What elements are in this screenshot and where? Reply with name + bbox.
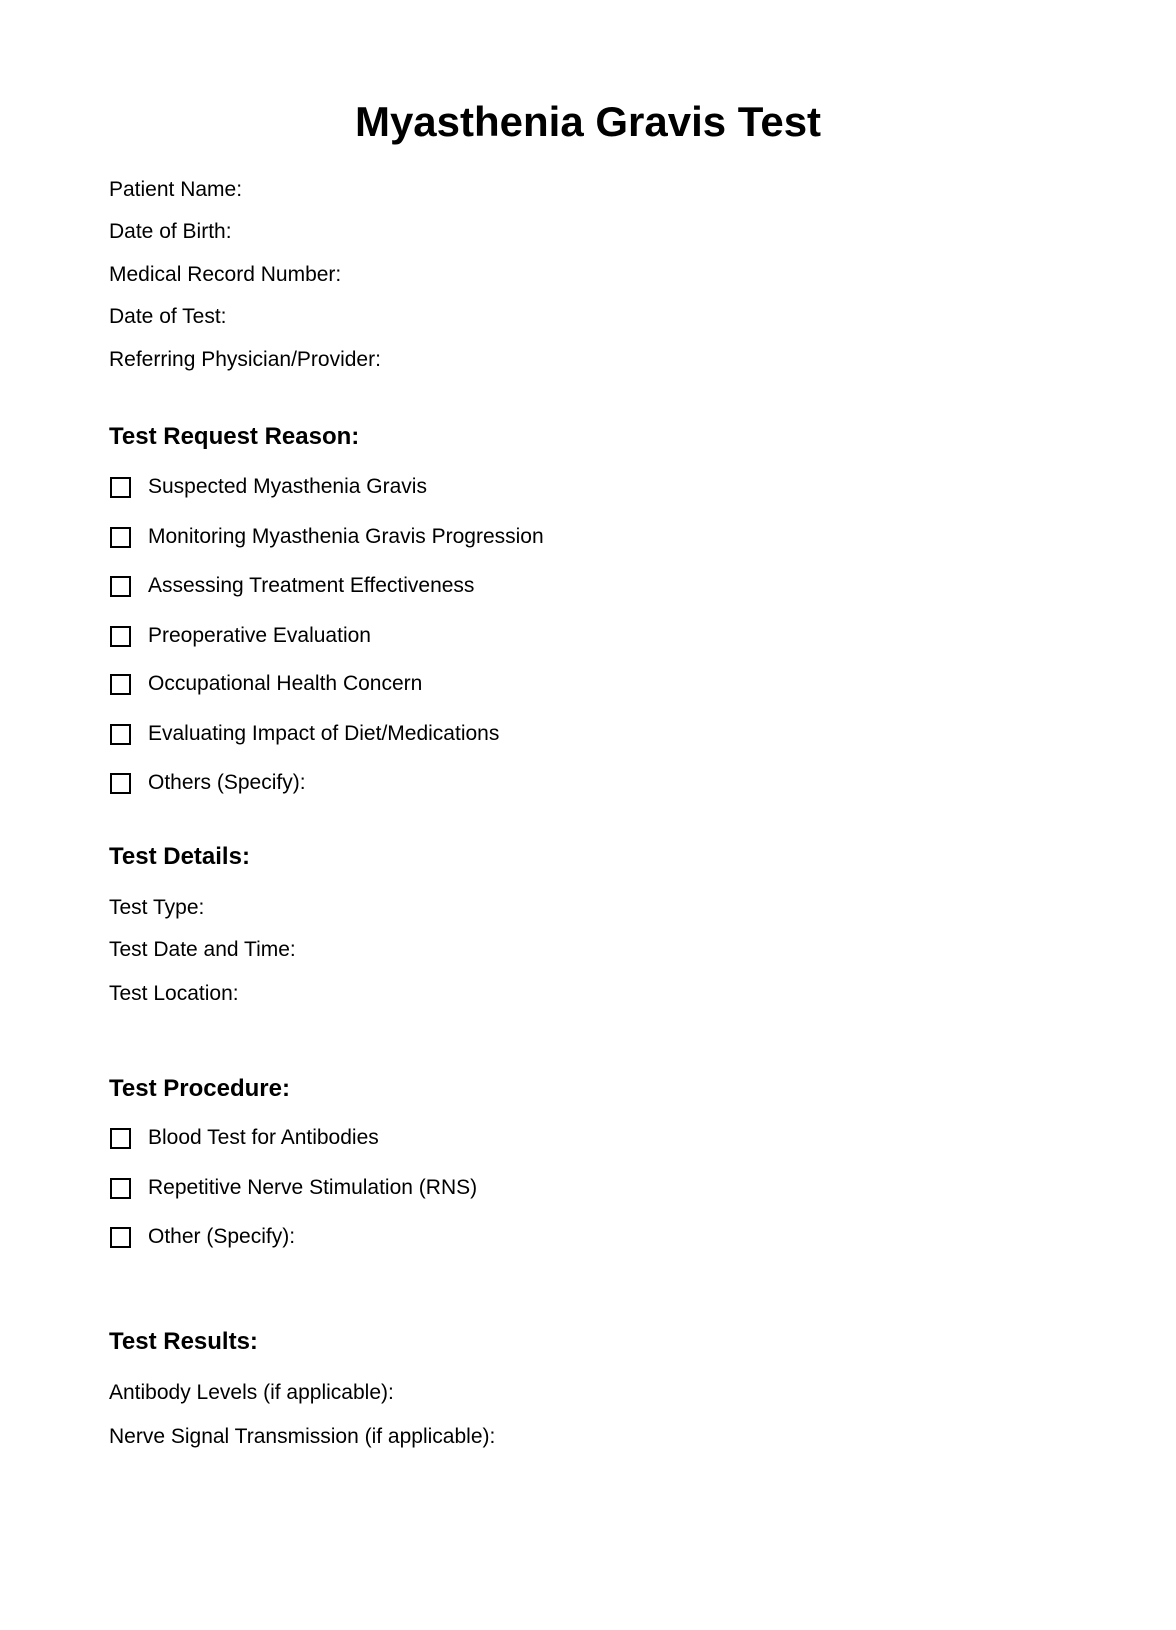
checkbox-label: Others (Specify): <box>148 771 306 794</box>
checkbox-icon[interactable] <box>110 724 131 745</box>
checkbox-label: Other (Specify): <box>148 1225 296 1248</box>
checkbox-label: Monitoring Myasthenia Gravis Progression <box>148 525 544 548</box>
checkbox-icon[interactable] <box>110 674 131 695</box>
checkbox-preoperative[interactable] <box>110 624 371 648</box>
checkbox-label: Blood Test for Antibodies <box>148 1126 379 1149</box>
checkbox-treatment-effectiveness[interactable] <box>110 574 474 598</box>
checkbox-icon[interactable] <box>110 626 131 647</box>
checkbox-others[interactable] <box>110 771 306 795</box>
checkbox-icon[interactable] <box>110 576 131 597</box>
checkbox-label: Occupational Health Concern <box>148 672 423 695</box>
field-referring-physician: Referring Physician/Provider: <box>109 348 381 371</box>
checkbox-label: Preoperative Evaluation <box>148 624 371 647</box>
field-date-of-birth: Date of Birth: <box>109 220 232 243</box>
checkbox-icon[interactable] <box>110 1227 131 1248</box>
heading-test-results: Test Results: <box>109 1328 258 1355</box>
field-medical-record-number: Medical Record Number: <box>109 263 342 286</box>
heading-test-request-reason: Test Request Reason: <box>109 423 360 450</box>
checkbox-occupational[interactable] <box>110 672 422 696</box>
checkbox-label: Evaluating Impact of Diet/Medications <box>148 722 500 745</box>
field-antibody-levels: Antibody Levels (if applicable): <box>109 1381 394 1404</box>
field-test-type: Test Type: <box>109 896 205 919</box>
field-nerve-signal: Nerve Signal Transmission (if applicable): <box>109 1425 496 1448</box>
checkbox-other-procedure[interactable] <box>110 1225 295 1249</box>
field-patient-name: Patient Name: <box>109 178 243 201</box>
checkbox-blood-test[interactable] <box>110 1126 379 1150</box>
checkbox-icon[interactable] <box>110 1128 131 1149</box>
field-test-date-time: Test Date and Time: <box>109 938 296 961</box>
document-title: Myasthenia Gravis Test <box>354 98 822 145</box>
checkbox-label: Repetitive Nerve Stimulation (RNS) <box>148 1176 478 1199</box>
field-date-of-test: Date of Test: <box>109 305 227 328</box>
checkbox-icon[interactable] <box>110 527 131 548</box>
checkbox-rns[interactable] <box>110 1176 477 1200</box>
checkbox-icon[interactable] <box>110 1178 131 1199</box>
checkbox-monitoring-progression[interactable] <box>110 525 544 549</box>
checkbox-label: Assessing Treatment Effectiveness <box>148 574 475 597</box>
heading-test-details: Test Details: <box>109 843 250 870</box>
checkbox-suspected-mg[interactable] <box>110 475 427 499</box>
checkbox-icon[interactable] <box>110 773 131 794</box>
checkbox-diet-medications[interactable] <box>110 722 499 746</box>
field-test-location: Test Location: <box>109 982 239 1005</box>
heading-test-procedure: Test Procedure: <box>109 1075 290 1102</box>
checkbox-icon[interactable] <box>110 477 131 498</box>
checkbox-label: Suspected Myasthenia Gravis <box>148 475 427 498</box>
